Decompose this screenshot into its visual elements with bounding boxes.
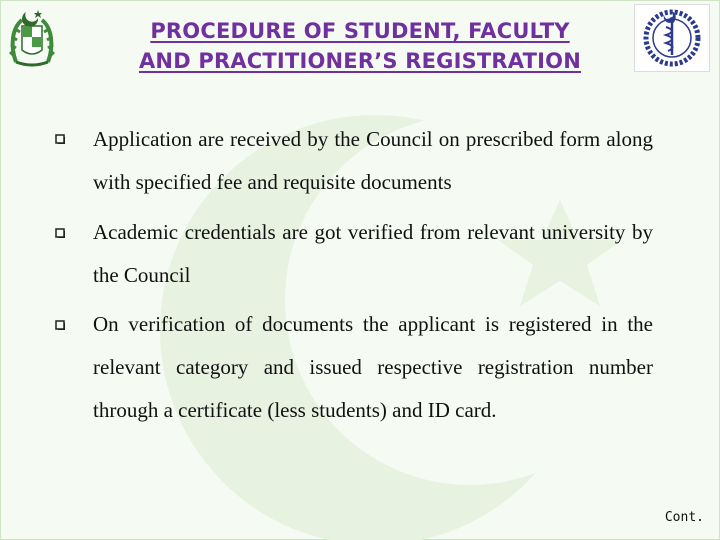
hollow-square-bullet-icon [55, 320, 65, 330]
slide-title [60, 16, 660, 76]
hollow-square-bullet-icon [55, 228, 65, 238]
title-line-2: AND PRACTITIONER’S REGISTRATION [138, 49, 581, 73]
continued-label: Cont. [664, 510, 704, 525]
title-line-1: PROCEDURE OF STUDENT, FACULTY [150, 19, 570, 43]
bullet-item-3: On verification of documents the applicant is registered in the relevant category and issued respective registration number through a certificate (less students) and ID card. [93, 312, 653, 422]
state-emblem-icon [8, 6, 56, 70]
hollow-square-bullet-icon [55, 134, 65, 144]
bullet-item-2: Academic credentials are got verified from relevant university by the Council [93, 220, 653, 287]
bullet-item-1: Application are received by the Council on prescribed form along with specified fee and requisite documents [93, 127, 653, 194]
